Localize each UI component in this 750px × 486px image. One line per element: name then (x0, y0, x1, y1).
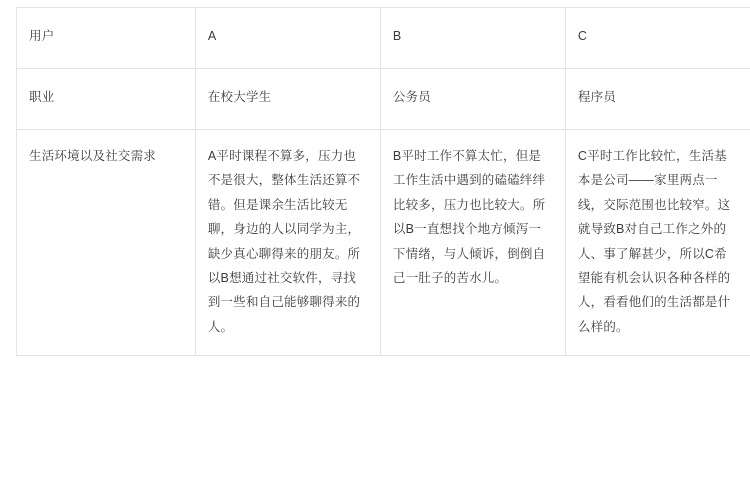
header-label-attribute: 用户 (29, 24, 182, 48)
cell-needs-a-text: A平时课程不算多，压力也不是很大，整体生活还算不错。但是课余生活比较无聊，身边的人以同学为主，缺少真心聊得来的朋友。所以B想通过社交软件，寻找到一些和自己能够聊得来的人。 (208, 144, 367, 339)
table-header-cell-b (380, 8, 565, 69)
header-label-a: A (208, 24, 367, 48)
cell-occupation-b (380, 69, 565, 130)
cell-needs-attribute: 生活环境以及社交需求 (29, 144, 182, 168)
cell-needs-b-text: B平时工作不算太忙，但是工作生活中遇到的磕磕绊绊比较多，压力也比较大。所以B一直想找个地方倾泻一下情绪，与人倾诉，倒倒自己一肚子的苦水儿。 (393, 144, 552, 290)
cell-occupation-b-text: 公务员 (393, 85, 552, 109)
table-header-cell-attribute (17, 8, 196, 69)
cell-occupation-c (565, 69, 750, 130)
table-header-row (17, 8, 750, 69)
document-page (0, 7, 750, 486)
cell-occupation-c-text: 程序员 (578, 85, 738, 109)
user-persona-table (16, 7, 750, 356)
cell-needs-c-text: C平时工作比较忙，生活基本是公司——家里两点一线，交际范围也比较窄。这就导致B对自己工作之外的人、事了解甚少，所以C希望能有机会认识各种各样的人，看看他们的生活都是什么样的。 (578, 144, 738, 339)
row-label-needs (17, 130, 196, 356)
cell-needs-a (195, 130, 380, 356)
table-header-cell-c (565, 8, 750, 69)
header-label-c: C (578, 24, 738, 48)
table-header-cell-a (195, 8, 380, 69)
row-label-occupation (17, 69, 196, 130)
table-row (17, 69, 750, 130)
cell-needs-c (565, 130, 750, 356)
cell-needs-b (380, 130, 565, 356)
cell-occupation-attribute: 职业 (29, 85, 182, 109)
cell-occupation-a-text: 在校大学生 (208, 85, 367, 109)
cell-occupation-a (195, 69, 380, 130)
header-label-b: B (393, 24, 552, 48)
table-row (17, 130, 750, 356)
